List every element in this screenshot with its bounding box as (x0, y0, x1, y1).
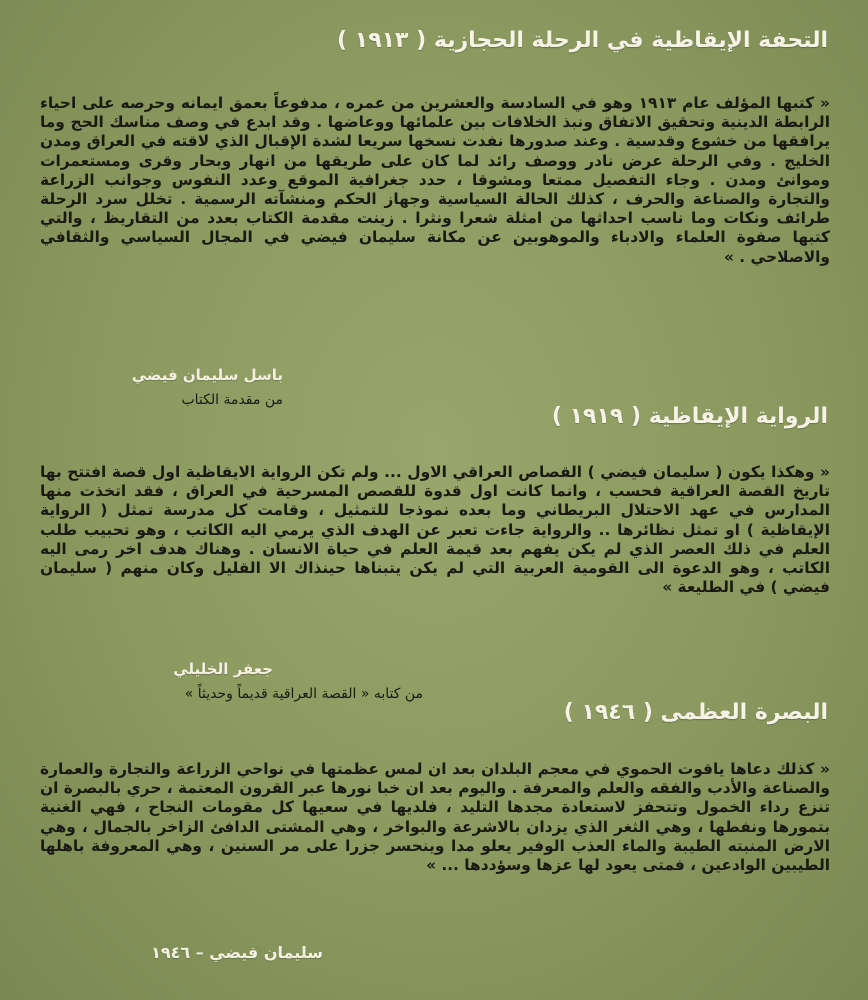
section-body-basra: « كذلك دعاها ياقوت الحموي في معجم البلدان بعد ان لمس عظمتها في نواحي الزراعة والتجارة والعمارة والصناعة والأدب والفقه والعلم والمعرفة . واليوم بعد ان خبا نورها عبر القرون المعتمة ، حري بالبصرة ان تنزع رداء الخمول وتتحفز لاستعادة مجدها التليد ، فلديها في سعيها كل مقومات النجاح ، فهي الغنية بتمورها ونفطها ، وهي الثغر الذي يزدان بالاشرعة والبواخر ، وهي المشتى الدافئ الزاخر بالجمال ، وهي الارض المنبته الطيبة والماء العذب الوفير يعلو مدا وينحسر جزرا على مر السنين ، وهي المعروفة باهلها الطيبين الوادعين ، فمتى يعود لها عزها وسؤددها ... » (40, 760, 830, 875)
signature-note-jafar: من كتابه « القصة العراقية قديماً وحديثاً » (184, 686, 423, 702)
section-heading-travel: التحفة الإيقاظية في الرحلة الحجازية ( ١٩١٣ ) (337, 28, 828, 53)
signature-suleiman: سليمان فيضي – ١٩٤٦ (151, 943, 323, 962)
section-heading-novel: الرواية الإيقاظية ( ١٩١٩ ) (551, 404, 828, 429)
signature-note-basil: من مقدمة الكتاب (181, 392, 283, 408)
signature-basil: باسل سليمان فيضي (131, 366, 283, 384)
section-heading-basra: البصرة العظمى ( ١٩٤٦ ) (563, 700, 828, 725)
section-body-travel: « كتبها المؤلف عام ١٩١٣ وهو في السادسة والعشرين من عمره ، مدفوعاً بعمق ايمانه وحرصه على احياء الرابطة الدينية وتحقيق الاتفاق ونبذ الخلافات بين علمائها ووعاضها . وقد ابدع في وصف مناسك الحج وما يرافقها من خشوع وقدسية . وعند صدورها نفدت نسخها سريعا لشدة الإقبال الذي لاقته في العراق ومدن الخليج . وفي الرحلة عرض نادر ووصف رائد لما كان على طريقها من انهار وبحار وقرى ومستعمرات وموانئ ومدن . وجاء التفصيل ممتعا ومشوقا ، حدد جغرافية الموقع وعدد النفوس وجوانب الزراعة والتجارة والصناعة والحرف ، كذلك الحالة السياسية وجهاز الحكم ومنشآته الرسمية . تخلل سرد الرحلة طرائف ونكات وما ناسب احداثها من امثلة شعرا ونثرا . زينت مقدمة الكتاب بعدد من التقاريظ ، والتي كتبها صفوة العلماء والادباء والموهوبين عن مكانة سليمان فيضي في المجال السياسي والثقافي والاصلاحي . » (40, 94, 830, 266)
section-body-novel: « وهكذا يكون ( سليمان فيضي ) القصاص العراقي الاول ... ولم تكن الرواية الايقاظية اول قصة افتتح بها تاريخ القصة العراقية فحسب ، وانما كانت اول قدوة للقصص المسرحية في العراق ، فقد اتخذت منها المدارس في عهد الاحتلال البريطاني وما بعده نموذجا للتمثيل ، وقامت كل مدرسة تمثل ( الرواية الإيقاظية ) او تمثل نظائرها .. والرواية جاءت تعبر عن الهدف الذي يرمي اليه الكاتب ، وهو تحبيب طلب العلم في ذلك العصر الذي لم يكن يفهم بعد قيمة العلم في حياة الانسان . وهناك هدف اخر رمى اليه الكاتب ، وهو الدعوة الى القومية العربية التي لم يكن يتبناها حينذاك الا القليل وكان منهم ( سليمان فيضي ) في الطليعة » (40, 463, 830, 597)
signature-jafar: جعفر الخليلي (173, 660, 273, 678)
